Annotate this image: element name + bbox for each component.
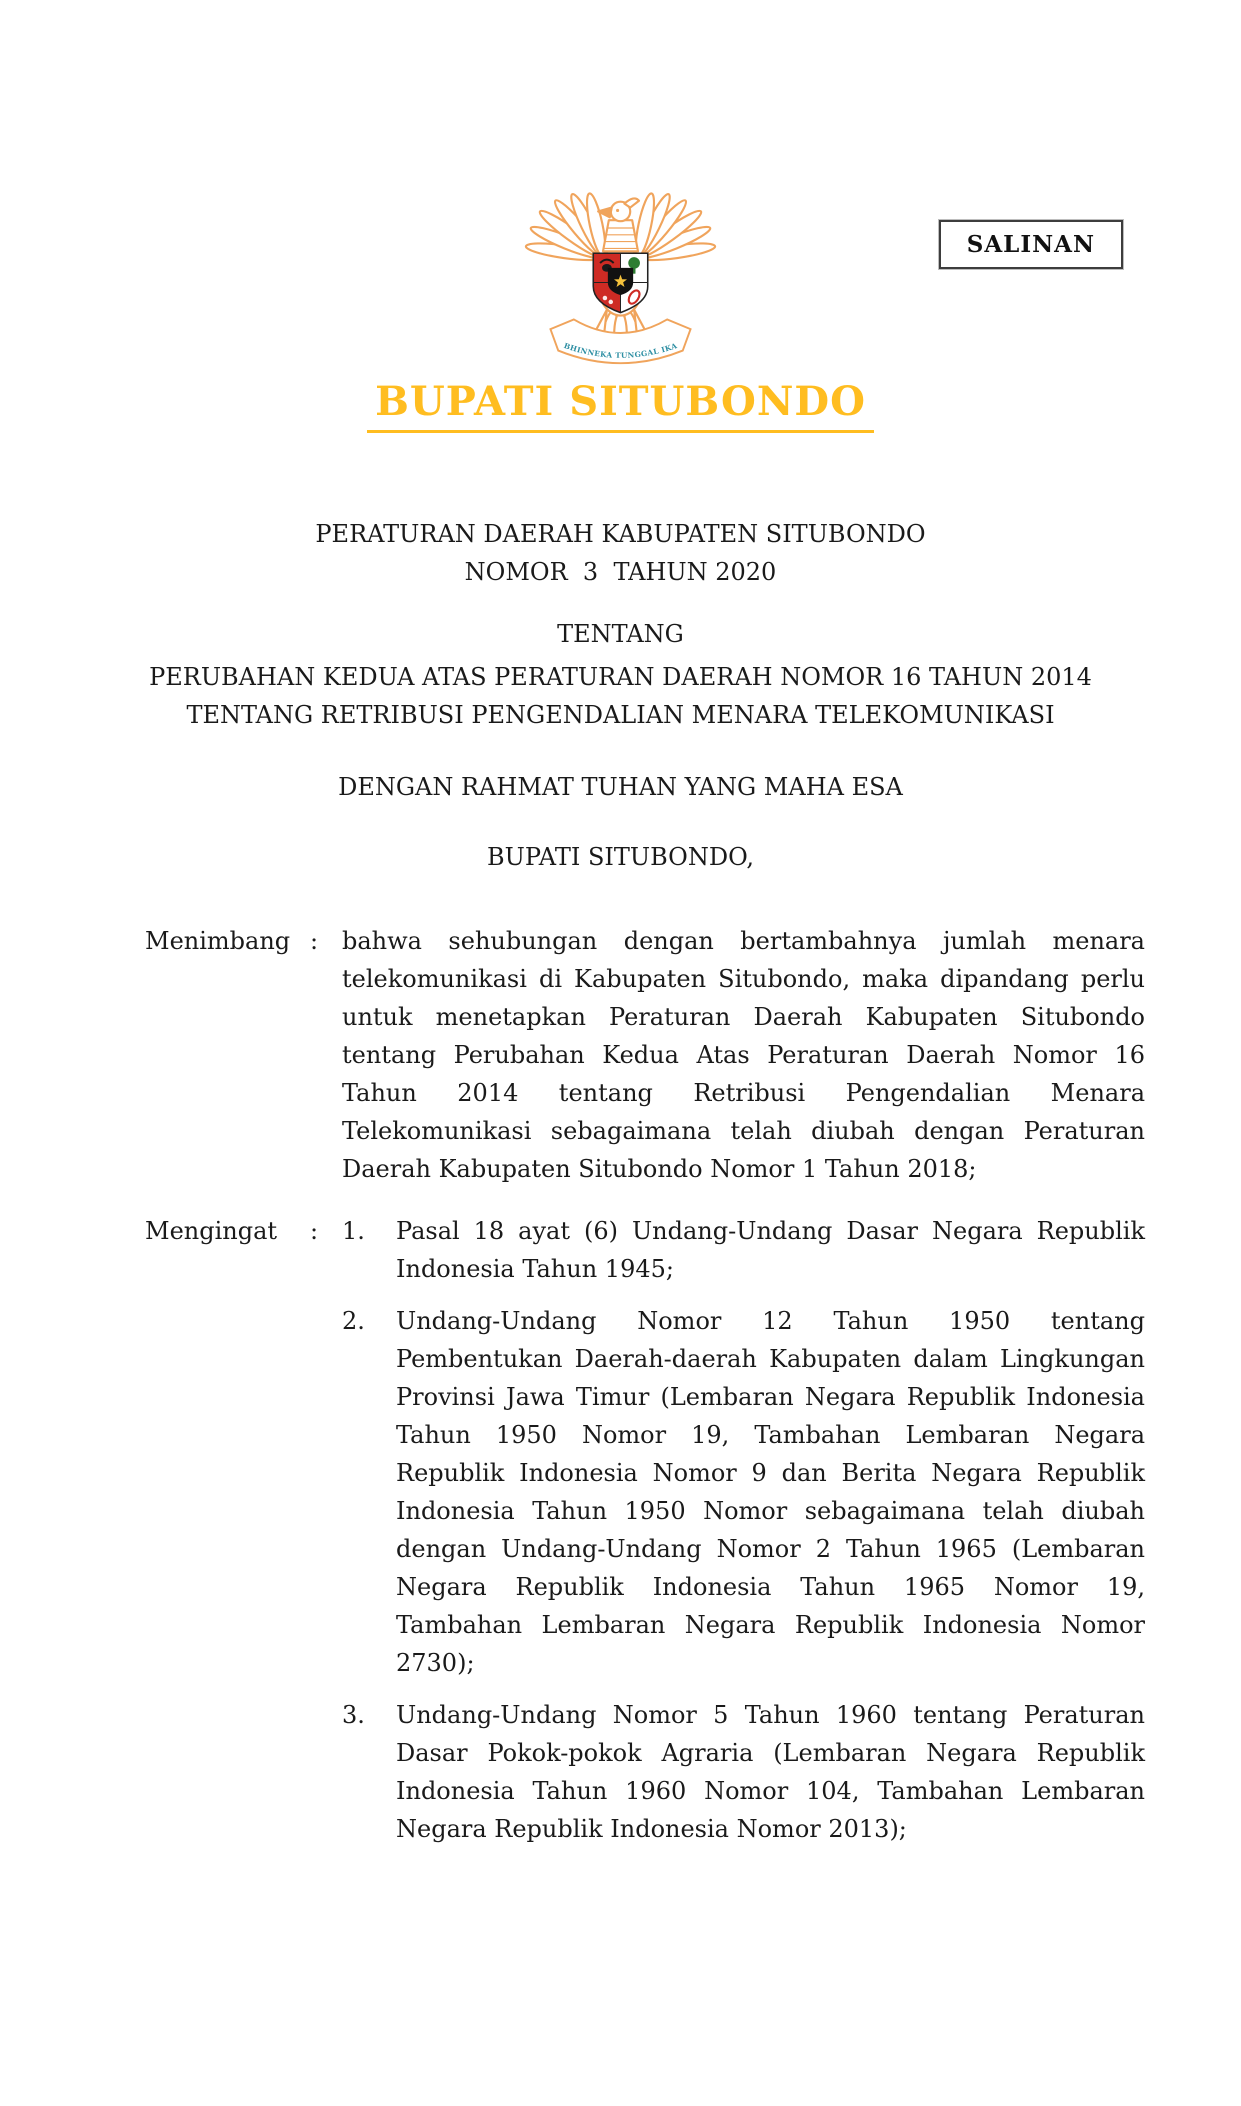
document-subject-line2: TENTANG RETRIBUSI PENGENDALIAN MENARA TELEKOMUNIKASI bbox=[186, 701, 1055, 729]
mengingat-clause bbox=[145, 1212, 1145, 1848]
document-page bbox=[0, 156, 1241, 2106]
legal-basis-item-1-text: Pasal 18 ayat (6) Undang-Undang Dasar Negara Republik Indonesia Tahun 1945; bbox=[396, 1217, 1145, 1283]
legal-basis-item-1-number: 1. bbox=[342, 1217, 365, 1245]
about-label: TENTANG bbox=[557, 620, 684, 648]
menimbang-colon: : bbox=[310, 927, 319, 955]
menimbang-text: bahwa sehubungan dengan bertambahnya jumlah menara telekomunikasi di Kabupaten Situbondo, maka dipandang perlu untuk menetapkan Peraturan Daerah Kabupaten Situbondo tentang Perubahan Kedua Atas Peraturan Daerah Nomor 16 Tahun 2014 tentang Retribusi Pengendalian Menara Telekomunikasi sebagaimana telah diubah dengan Peraturan Daerah Kabupaten Situbondo Nomor 1 Tahun 2018; bbox=[342, 927, 1145, 1183]
document-title-line1: PERATURAN DAERAH KABUPATEN SITUBONDO bbox=[315, 520, 926, 548]
document-subject-line1: PERUBAHAN KEDUA ATAS PERATURAN DAERAH NOMOR 16 TAHUN 2014 bbox=[149, 663, 1092, 691]
emblem-motto-text: BHINNEKA TUNGGAL IKA bbox=[562, 341, 679, 360]
legal-basis-item-3-text: Undang-Undang Nomor 5 Tahun 1960 tentang Peraturan Dasar Pokok-pokok Agraria (Lembaran Negara Republik Indonesia Tahun 1960 Nomor 104, Tambahan Lembaran Negara Republik Indonesia Nomor 2013); bbox=[396, 1701, 1145, 1843]
document-subject bbox=[0, 658, 1241, 734]
legal-basis-item-3 bbox=[342, 1696, 1145, 1848]
mengingat-items bbox=[342, 1212, 1145, 1848]
salinan-stamp bbox=[939, 220, 1123, 269]
authority-heading: BUPATI SITUBONDO bbox=[367, 378, 874, 433]
document-title-line2: NOMOR 3 TAHUN 2020 bbox=[464, 558, 777, 586]
garuda-emblem bbox=[523, 156, 718, 370]
legal-basis-item-1 bbox=[342, 1212, 1145, 1288]
issuer-line: BUPATI SITUBONDO, bbox=[487, 843, 754, 871]
legal-basis-item-2-text: Undang-Undang Nomor 12 Tahun 1950 tentang Pembentukan Daerah-daerah Kabupaten dalam Lingkungan Provinsi Jawa Timur (Lembaran Negara Republik Indonesia Tahun 1950 Nomor 19, Tambahan Lembaran Negara Republik Indonesia Nomor 9 dan Berita Negara Republik Indonesia Tahun 1950 Nomor sebagaimana telah diubah dengan Undang-Undang Nomor 2 Tahun 1965 (Lembaran Negara Republik Indonesia Tahun 1965 Nomor 19, Tambahan Lembaran Negara Republik Indonesia Nomor 2730); bbox=[396, 1307, 1145, 1677]
legal-basis-item-2 bbox=[342, 1302, 1145, 1682]
menimbang-clause bbox=[145, 922, 1145, 1188]
legal-basis-item-3-number: 3. bbox=[342, 1701, 365, 1729]
clauses-section bbox=[145, 922, 1145, 1848]
mengingat-colon: : bbox=[310, 1217, 319, 1245]
legal-basis-item-2-number: 2. bbox=[342, 1307, 365, 1335]
invocation-line: DENGAN RAHMAT TUHAN YANG MAHA ESA bbox=[338, 773, 903, 801]
menimbang-label: Menimbang bbox=[145, 927, 291, 955]
document-title bbox=[0, 515, 1241, 591]
garuda-pancasila-icon bbox=[523, 156, 718, 370]
mengingat-label: Mengingat bbox=[145, 1217, 278, 1245]
salinan-stamp-label: SALINAN bbox=[966, 231, 1095, 258]
authority-heading-row bbox=[0, 378, 1241, 433]
